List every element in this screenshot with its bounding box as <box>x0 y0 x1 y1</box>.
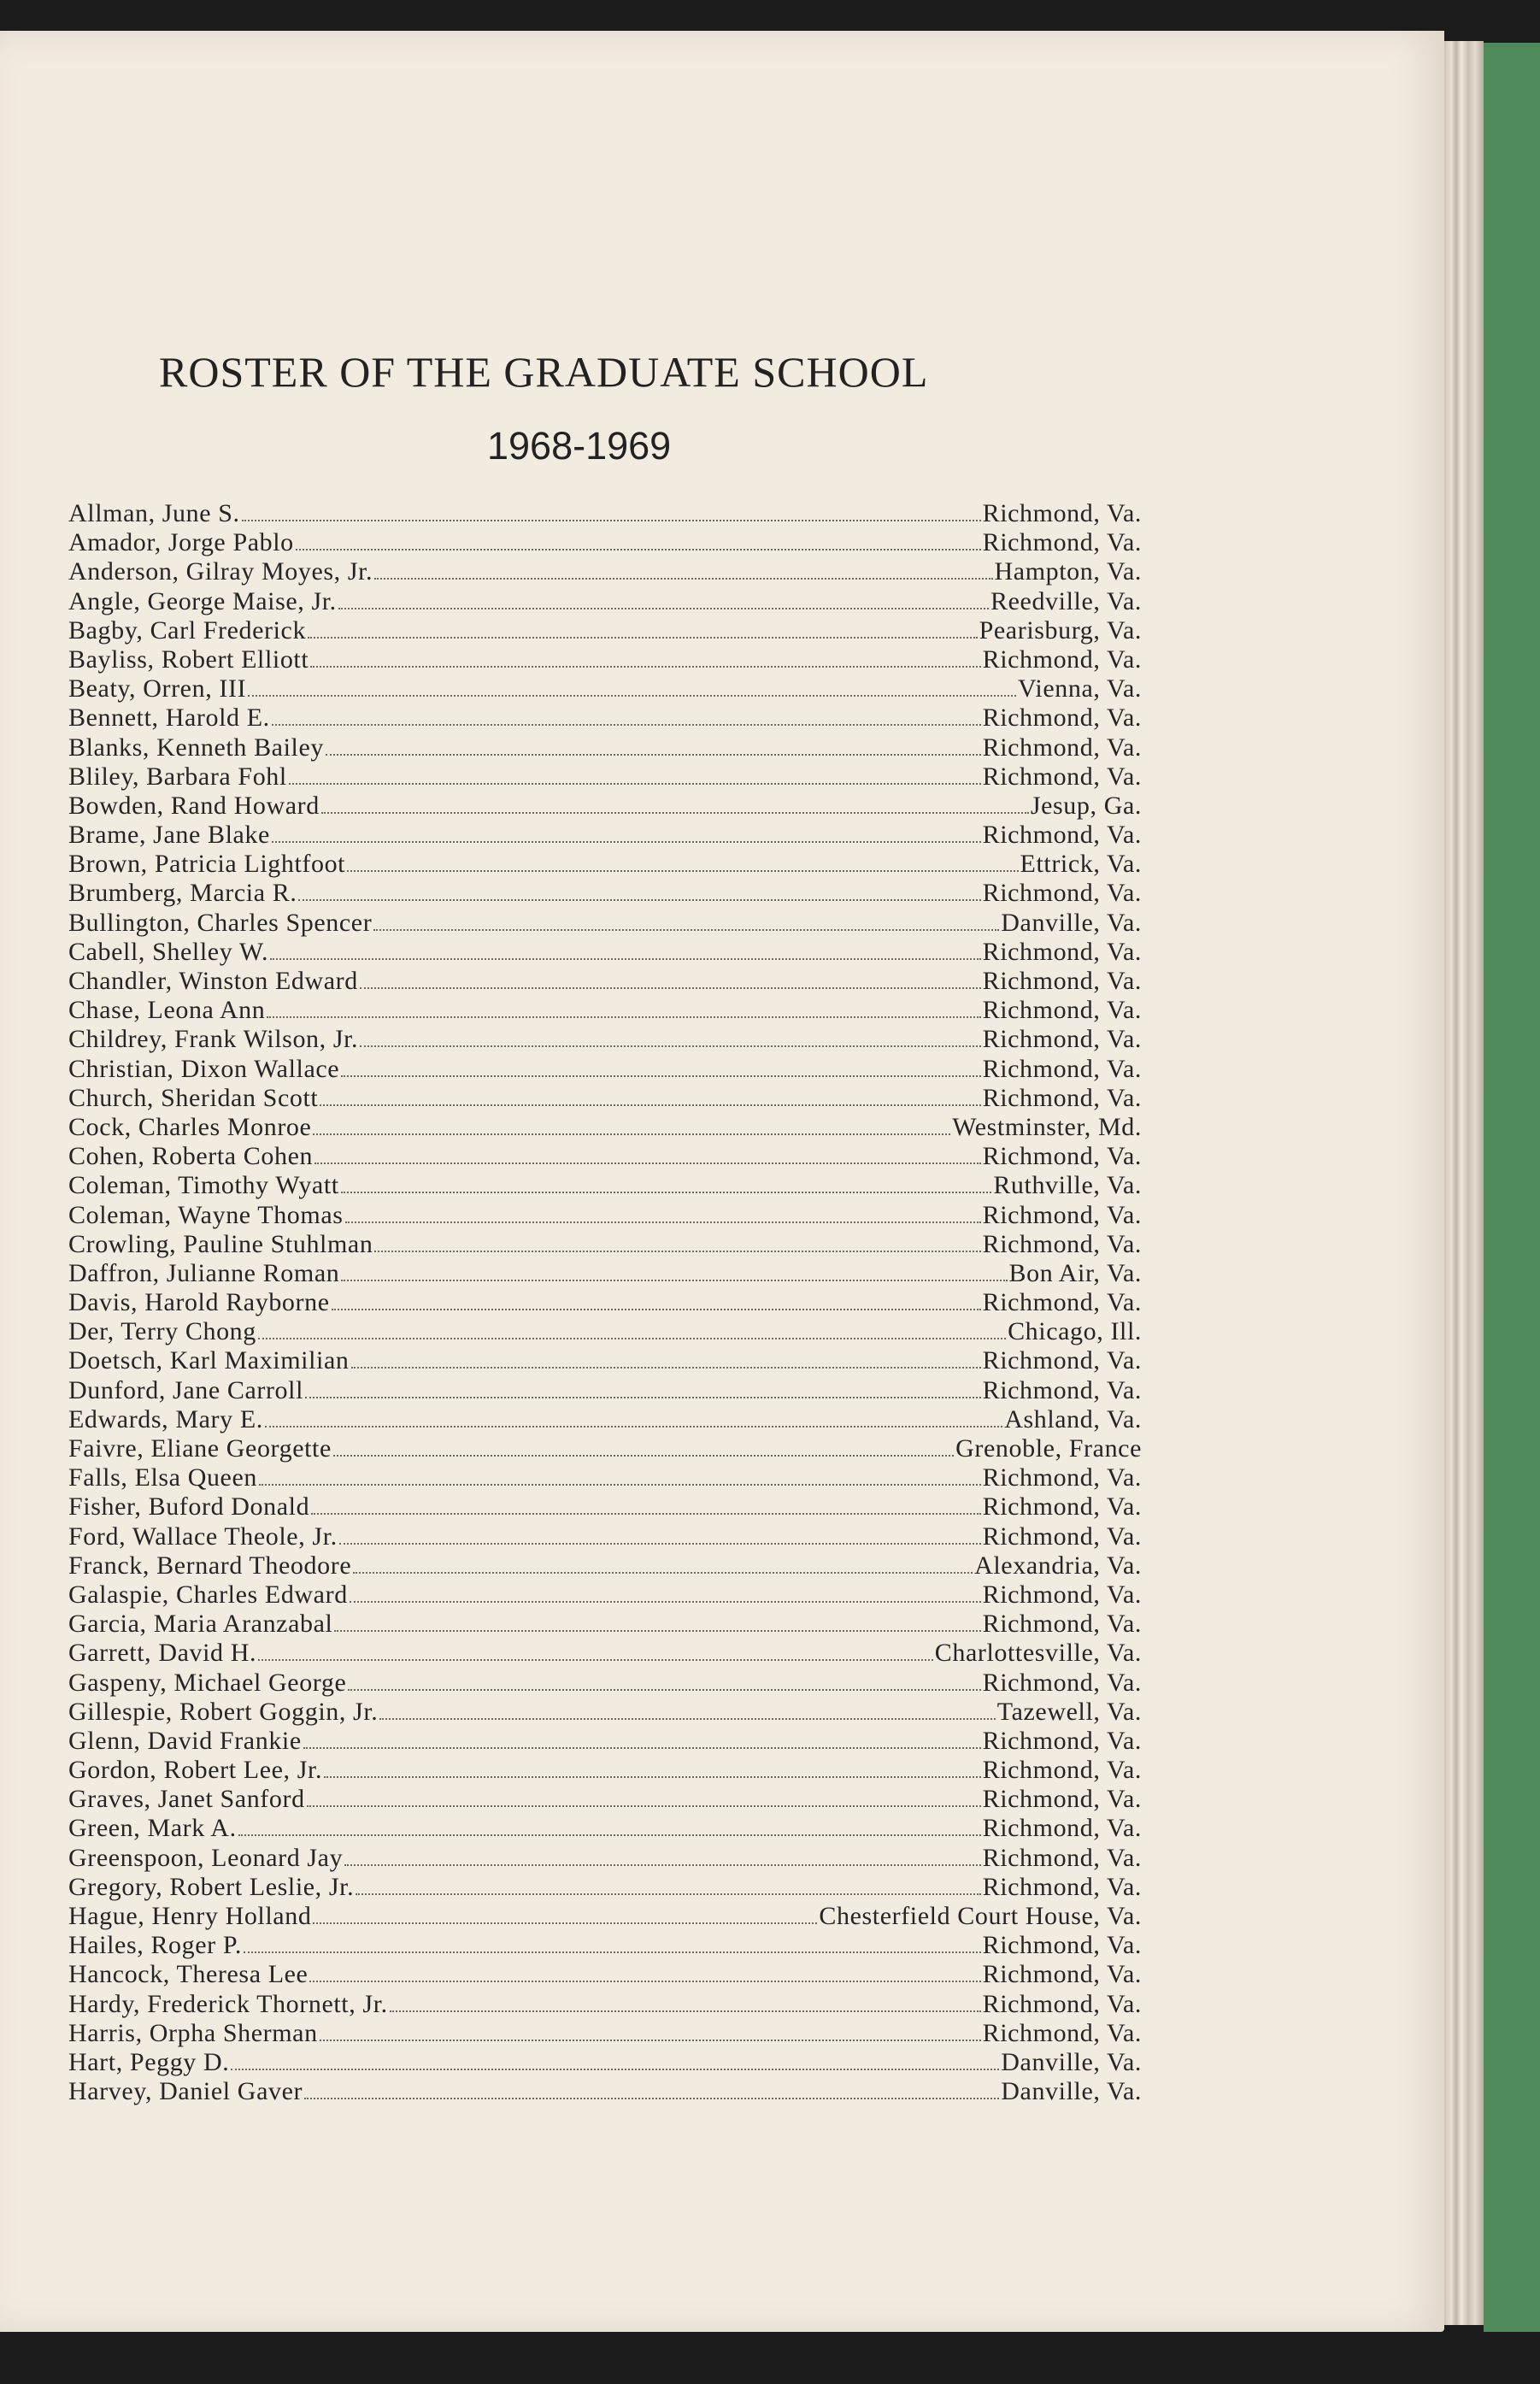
hometown: Richmond, Va. <box>982 733 1142 762</box>
roster-entry <box>68 1434 1142 1463</box>
hometown: Charlottesville, Va. <box>934 1639 1142 1668</box>
student-name: Gregory, Robert Leslie, Jr. <box>68 1872 355 1901</box>
dot-leader <box>238 1834 981 1836</box>
hometown: Richmond, Va. <box>982 1346 1142 1375</box>
student-name: Church, Sheridan Scott <box>68 1083 319 1112</box>
dot-leader <box>360 1045 980 1047</box>
hometown: Richmond, Va. <box>982 1610 1142 1639</box>
roster-entry <box>68 557 1142 586</box>
dot-leader <box>320 1104 980 1106</box>
dot-leader <box>309 1981 980 1982</box>
dot-leader <box>332 1309 981 1310</box>
student-name: Coleman, Timothy Wyatt <box>68 1171 339 1200</box>
roster-entry <box>68 792 1142 821</box>
roster-entry <box>68 1055 1142 1084</box>
hometown: Danville, Va. <box>1001 2077 1142 2106</box>
hometown: Richmond, Va. <box>982 1726 1142 1755</box>
student-name: Doetsch, Karl Maximilian <box>68 1346 350 1375</box>
hometown: Reedville, Va. <box>990 586 1142 615</box>
dot-leader <box>374 578 992 580</box>
dot-leader <box>341 1075 980 1077</box>
dot-leader <box>351 1367 981 1369</box>
roster-entry <box>68 1902 1142 1931</box>
student-name: Hart, Peggy D. <box>68 2047 230 2076</box>
hometown: Richmond, Va. <box>982 1200 1142 1229</box>
student-name: Green, Mark A. <box>68 1814 237 1843</box>
page-heading: ROSTER OF THE GRADUATE SCHOOL <box>159 348 929 396</box>
hometown: Chesterfield Court House, Va. <box>819 1902 1142 1930</box>
roster-entry <box>68 850 1142 879</box>
hometown: Pearisburg, Va. <box>979 615 1142 645</box>
student-name: Bowden, Rand Howard <box>68 791 320 820</box>
roster-entry <box>68 879 1142 908</box>
dot-leader <box>231 2069 999 2070</box>
roster-entry <box>68 1931 1142 1960</box>
roster-entry <box>68 909 1142 938</box>
hometown: Richmond, Va. <box>982 1989 1142 2018</box>
hometown: Vienna, Va. <box>1017 674 1142 703</box>
book-cover-edge <box>1484 43 1540 2334</box>
dot-leader <box>313 1922 817 1924</box>
roster-entry <box>68 616 1142 645</box>
hometown: Richmond, Va. <box>982 1375 1142 1404</box>
roster-entry <box>68 1113 1142 1142</box>
roster-entry <box>68 1698 1142 1727</box>
student-name: Gillespie, Robert Goggin, Jr. <box>68 1697 379 1726</box>
dot-leader <box>242 520 981 521</box>
hometown: Richmond, Va. <box>982 1054 1142 1083</box>
dot-leader <box>270 958 980 960</box>
roster-entry <box>68 587 1142 616</box>
dot-leader <box>308 637 978 639</box>
dot-leader <box>338 608 989 609</box>
roster-entry <box>68 674 1142 703</box>
student-name: Daffron, Julianne Roman <box>68 1258 340 1287</box>
dot-leader <box>258 1338 1006 1339</box>
roster-entry <box>68 967 1142 996</box>
student-name: Fisher, Buford Donald <box>68 1492 310 1522</box>
dot-leader <box>296 549 981 550</box>
dot-leader <box>314 1163 980 1164</box>
student-name: Galaspie, Charles Edward <box>68 1580 348 1609</box>
hometown: Richmond, Va. <box>982 1580 1142 1609</box>
roster-entry <box>68 1259 1142 1288</box>
roster-entry <box>68 1288 1142 1317</box>
hometown: Richmond, Va. <box>982 1288 1142 1317</box>
hometown: Tazewell, Va. <box>996 1697 1142 1726</box>
roster-entry <box>68 1844 1142 1873</box>
dot-leader <box>321 812 1029 814</box>
hometown: Danville, Va. <box>1001 2047 1142 2076</box>
hometown: Richmond, Va. <box>982 1229 1142 1258</box>
student-name: Graves, Janet Sanford <box>68 1785 305 1814</box>
hometown: Jesup, Ga. <box>1030 791 1142 820</box>
hometown: Bon Air, Va. <box>1008 1258 1142 1287</box>
roster-entry <box>68 528 1142 557</box>
student-name: Falls, Elsa Queen <box>68 1463 257 1492</box>
dot-leader <box>353 1572 973 1574</box>
roster-entry <box>68 645 1142 674</box>
roster-entry <box>68 1669 1142 1698</box>
dot-leader <box>344 1864 980 1866</box>
roster-entry <box>68 1084 1142 1113</box>
student-name: Chase, Leona Ann <box>68 996 266 1025</box>
hometown: Richmond, Va. <box>982 1463 1142 1492</box>
roster-entry <box>68 1346 1142 1375</box>
roster-entry <box>68 1960 1142 1989</box>
student-name: Cohen, Roberta Cohen <box>68 1142 314 1171</box>
student-name: Beaty, Orren, III <box>68 674 247 703</box>
student-name: Brown, Patricia Lightfoot <box>68 850 346 879</box>
roster-entry <box>68 1785 1142 1814</box>
student-name: Hancock, Theresa Lee <box>68 1960 309 1989</box>
hometown: Grenoble, France <box>955 1434 1142 1463</box>
student-name: Hague, Henry Holland <box>68 1902 312 1930</box>
hometown: Richmond, Va. <box>982 2018 1142 2047</box>
roster-entry <box>68 1756 1142 1785</box>
roster-entry <box>68 1463 1142 1492</box>
dot-leader <box>360 987 981 989</box>
student-name: Angle, George Maise, Jr. <box>68 586 337 615</box>
dot-leader <box>272 724 981 726</box>
student-name: Glenn, David Frankie <box>68 1726 302 1755</box>
hometown: Richmond, Va. <box>982 996 1142 1025</box>
hometown: Richmond, Va. <box>982 1522 1142 1551</box>
student-name: Faivre, Eliane Georgette <box>68 1434 332 1463</box>
student-name: Bagby, Carl Frederick <box>68 615 307 645</box>
hometown: Richmond, Va. <box>982 1668 1142 1697</box>
student-name: Harris, Orpha Sherman <box>68 2018 318 2047</box>
roster-entry <box>68 1230 1142 1259</box>
dot-leader <box>313 1133 950 1135</box>
student-name: Anderson, Gilray Moyes, Jr. <box>68 557 373 586</box>
roster-entry <box>68 938 1142 967</box>
hometown: Richmond, Va. <box>982 967 1142 995</box>
hometown: Richmond, Va. <box>982 1785 1142 1814</box>
dot-leader <box>307 1805 981 1807</box>
dot-leader <box>373 929 999 931</box>
hometown: Chicago, Ill. <box>1008 1317 1142 1346</box>
student-name: Hailes, Roger P. <box>68 1931 242 1960</box>
roster-entry <box>68 499 1142 528</box>
student-name: Davis, Harold Rayborne <box>68 1288 330 1317</box>
academic-year: 1968-1969 <box>487 424 672 468</box>
student-name: Gaspeny, Michael George <box>68 1668 347 1697</box>
roster-entry <box>68 1142 1142 1171</box>
dot-leader <box>350 1601 981 1603</box>
student-name: Ford, Wallace Theole, Jr. <box>68 1522 338 1551</box>
dot-leader <box>390 2010 981 2012</box>
student-name: Allman, June S. <box>68 499 240 527</box>
hometown: Richmond, Va. <box>982 528 1142 557</box>
student-name: Greenspoon, Leonard Jay <box>68 1843 344 1872</box>
student-name: Garrett, David H. <box>68 1639 257 1668</box>
student-name: Bullington, Charles Spencer <box>68 908 373 937</box>
roster-entry <box>68 1551 1142 1581</box>
dot-leader <box>341 1280 1007 1281</box>
scan-background <box>0 2332 1540 2384</box>
roster-entry <box>68 1814 1142 1843</box>
student-name: Edwards, Mary E. <box>68 1404 263 1433</box>
student-name: Bayliss, Robert Elliott <box>68 645 309 674</box>
hometown: Ettrick, Va. <box>1020 850 1142 879</box>
dot-leader <box>374 1251 980 1252</box>
dot-leader <box>304 2098 999 2099</box>
dot-leader <box>272 841 981 843</box>
dot-leader <box>345 1221 981 1223</box>
hometown: Hampton, Va. <box>994 557 1142 586</box>
roster-entry <box>68 1610 1142 1639</box>
roster-entry <box>68 1492 1142 1522</box>
student-name: Childrey, Frank Wilson, Jr. <box>68 1025 359 1054</box>
student-name: Amador, Jorge Pablo <box>68 528 294 557</box>
roster-entry <box>68 733 1142 762</box>
student-name: Garcia, Maria Aranzabal <box>68 1610 333 1639</box>
dot-leader <box>310 666 980 668</box>
student-name: Brame, Jane Blake <box>68 821 270 850</box>
dot-leader <box>259 1484 981 1486</box>
book-page <box>0 31 1444 2332</box>
roster-entry <box>68 1873 1142 1902</box>
hometown: Richmond, Va. <box>982 1025 1142 1054</box>
dot-leader <box>265 1426 1002 1427</box>
dot-leader <box>326 754 981 756</box>
hometown: Richmond, Va. <box>982 499 1142 527</box>
roster-entry <box>68 762 1142 792</box>
hometown: Richmond, Va. <box>982 703 1142 733</box>
student-name: Coleman, Wayne Thomas <box>68 1200 344 1229</box>
dot-leader <box>356 1893 980 1895</box>
hometown: Richmond, Va. <box>982 937 1142 966</box>
dot-leader <box>305 1397 981 1398</box>
roster-entry <box>68 1522 1142 1551</box>
dot-leader <box>289 783 981 785</box>
student-name: Blanks, Kenneth Bailey <box>68 733 324 762</box>
dot-leader <box>348 1689 980 1691</box>
dot-leader <box>298 899 980 901</box>
dot-leader <box>303 1747 981 1749</box>
hometown: Westminster, Md. <box>952 1112 1142 1141</box>
hometown: Richmond, Va. <box>982 1872 1142 1901</box>
student-name: Christian, Dixon Wallace <box>68 1054 340 1083</box>
roster-entry <box>68 996 1142 1025</box>
roster-entry <box>68 703 1142 733</box>
student-name: Der, Terry Chong <box>68 1317 256 1346</box>
roster-entry <box>68 821 1142 850</box>
dot-leader <box>267 1016 980 1018</box>
hometown: Richmond, Va. <box>982 1960 1142 1989</box>
roster-entry <box>68 2048 1142 2077</box>
roster-entry <box>68 1171 1142 1200</box>
roster-entry <box>68 1639 1142 1668</box>
roster-entry <box>68 1727 1142 1756</box>
roster-entry <box>68 2077 1142 2106</box>
student-name: Bennett, Harold E. <box>68 703 270 733</box>
dot-leader <box>333 1455 954 1457</box>
student-name: Dunford, Jane Carroll <box>68 1375 304 1404</box>
dot-leader <box>258 1659 933 1661</box>
student-name: Cock, Charles Monroe <box>68 1112 312 1141</box>
hometown: Alexandria, Va. <box>974 1551 1142 1580</box>
student-name: Bliley, Barbara Fohl <box>68 762 287 791</box>
hometown: Richmond, Va. <box>982 879 1142 908</box>
dot-leader <box>341 1192 992 1193</box>
dot-leader <box>324 1776 981 1778</box>
hometown: Richmond, Va. <box>982 1843 1142 1872</box>
hometown: Richmond, Va. <box>982 1492 1142 1522</box>
hometown: Richmond, Va. <box>982 1083 1142 1112</box>
hometown: Danville, Va. <box>1001 908 1142 937</box>
hometown: Richmond, Va. <box>982 1142 1142 1171</box>
student-name: Crowling, Pauline Stuhlman <box>68 1229 373 1258</box>
dot-leader <box>320 2040 981 2041</box>
dot-leader <box>244 1951 981 1953</box>
roster-entry <box>68 2019 1142 2048</box>
roster-entry <box>68 1317 1142 1346</box>
roster-entry <box>68 1376 1142 1405</box>
roster-entry <box>68 1201 1142 1230</box>
hometown: Ashland, Va. <box>1004 1404 1142 1433</box>
dot-leader <box>347 870 1018 872</box>
hometown: Richmond, Va. <box>982 1931 1142 1960</box>
hometown: Richmond, Va. <box>982 1756 1142 1785</box>
dot-leader <box>379 1718 995 1720</box>
student-name: Brumberg, Marcia R. <box>68 879 297 908</box>
hometown: Ruthville, Va. <box>993 1171 1142 1200</box>
student-name: Hardy, Frederick Thornett, Jr. <box>68 1989 388 2018</box>
hometown: Richmond, Va. <box>982 1814 1142 1843</box>
dot-leader <box>339 1543 981 1545</box>
dot-leader <box>311 1513 980 1515</box>
student-name: Franck, Bernard Theodore <box>68 1551 352 1580</box>
hometown: Richmond, Va. <box>982 762 1142 791</box>
roster-entry <box>68 1990 1142 2019</box>
hometown: Richmond, Va. <box>982 645 1142 674</box>
roster-entry <box>68 1581 1142 1610</box>
dot-leader <box>248 695 1016 697</box>
roster-entry <box>68 1405 1142 1434</box>
student-name: Chandler, Winston Edward <box>68 967 358 995</box>
hometown: Richmond, Va. <box>982 821 1142 850</box>
page-edges <box>1444 41 1484 2325</box>
roster-list <box>68 499 1142 2106</box>
dot-leader <box>334 1630 980 1632</box>
roster-entry <box>68 1025 1142 1054</box>
student-name: Cabell, Shelley W. <box>68 937 269 966</box>
student-name: Harvey, Daniel Gaver <box>68 2077 303 2106</box>
student-name: Gordon, Robert Lee, Jr. <box>68 1756 323 1785</box>
